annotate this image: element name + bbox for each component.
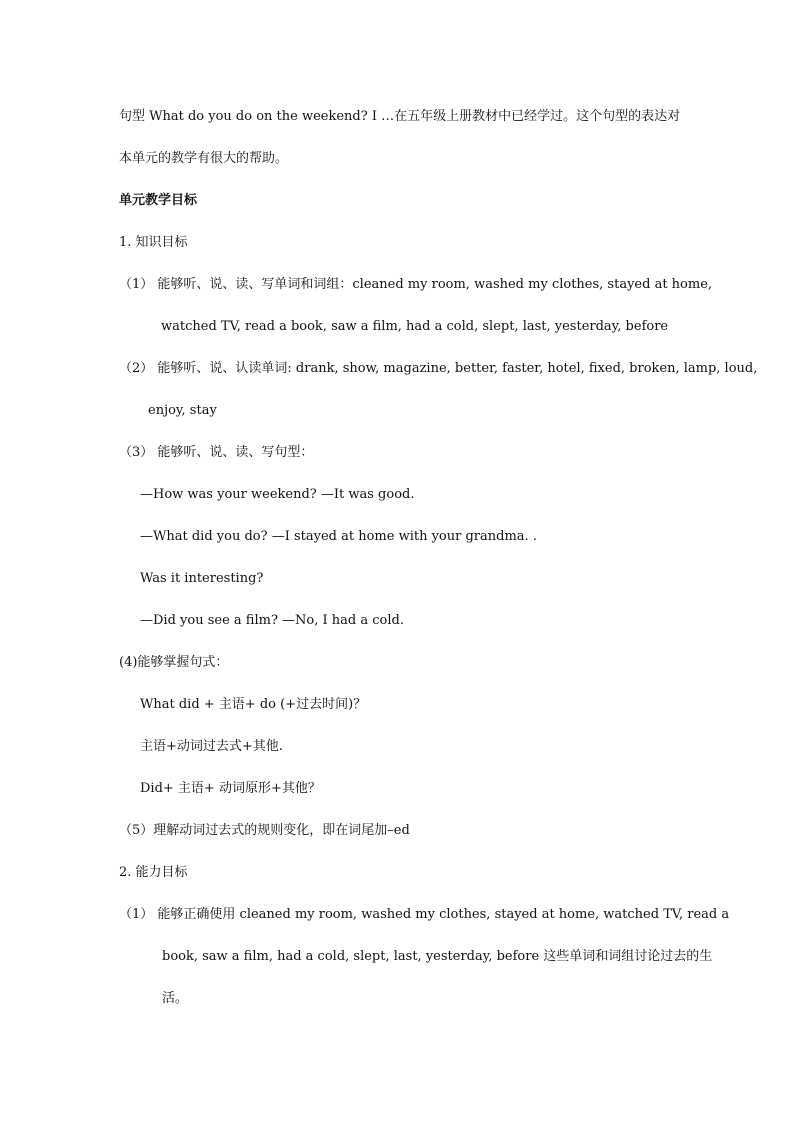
paragraph-line: 本单元的教学有很大的帮助。 bbox=[119, 151, 289, 166]
list-item-1: （1） 能够听、说、读、写单词和词组：cleaned my room, washed my clothes, stayed at home, bbox=[119, 277, 713, 292]
example-sentence: —How was your weekend? —It was good. bbox=[140, 487, 415, 502]
ability-item-1-continued: book, saw a film, had a cold, slept, last, yesterday, before 这些单词和词组讨论过去的生 bbox=[162, 949, 713, 964]
list-item-1-continued: watched TV, read a book, saw a film, had a cold, slept, last, yesterday, before bbox=[161, 319, 669, 334]
list-item-4: (4)能够掌握句式： bbox=[119, 655, 229, 670]
example-sentence: —Did you see a film? —No, I had a cold. bbox=[140, 613, 404, 628]
subheading-ability: 2. 能力目标 bbox=[119, 865, 188, 880]
paragraph-line: 句型 What do you do on the weekend? I …在五年级上册教材中已经学过。这个句型的表达对 bbox=[119, 109, 681, 124]
list-item-5: （5）理解动词过去式的规则变化，即在词尾加–ed bbox=[119, 823, 410, 838]
subheading-knowledge: 1. 知识目标 bbox=[119, 235, 188, 250]
list-item-3: （3） 能够听、说、读、写句型： bbox=[119, 445, 314, 460]
ability-item-1: （1） 能够正确使用 cleaned my room, washed my clothes, stayed at home, watched TV, read a bbox=[119, 907, 730, 922]
example-sentence: Was it interesting? bbox=[140, 571, 264, 586]
section-title: 单元教学目标 bbox=[119, 193, 198, 208]
example-sentence: —What did you do? —I stayed at home with your grandma. . bbox=[140, 529, 537, 544]
ability-item-1-continued: 活。 bbox=[162, 991, 189, 1006]
list-item-2: （2） 能够听、说、认读单词: drank, show, magazine, better, faster, hotel, fixed, broken, lamp, loud, bbox=[119, 361, 758, 376]
sentence-pattern: What did + 主语+ do (+过去时间)？ bbox=[140, 697, 367, 712]
sentence-pattern: 主语+动词过去式+其他. bbox=[140, 739, 283, 754]
list-item-2-continued: enjoy, stay bbox=[148, 403, 217, 418]
sentence-pattern: Did+ 主语+ 动词原形+其他？ bbox=[140, 781, 321, 796]
